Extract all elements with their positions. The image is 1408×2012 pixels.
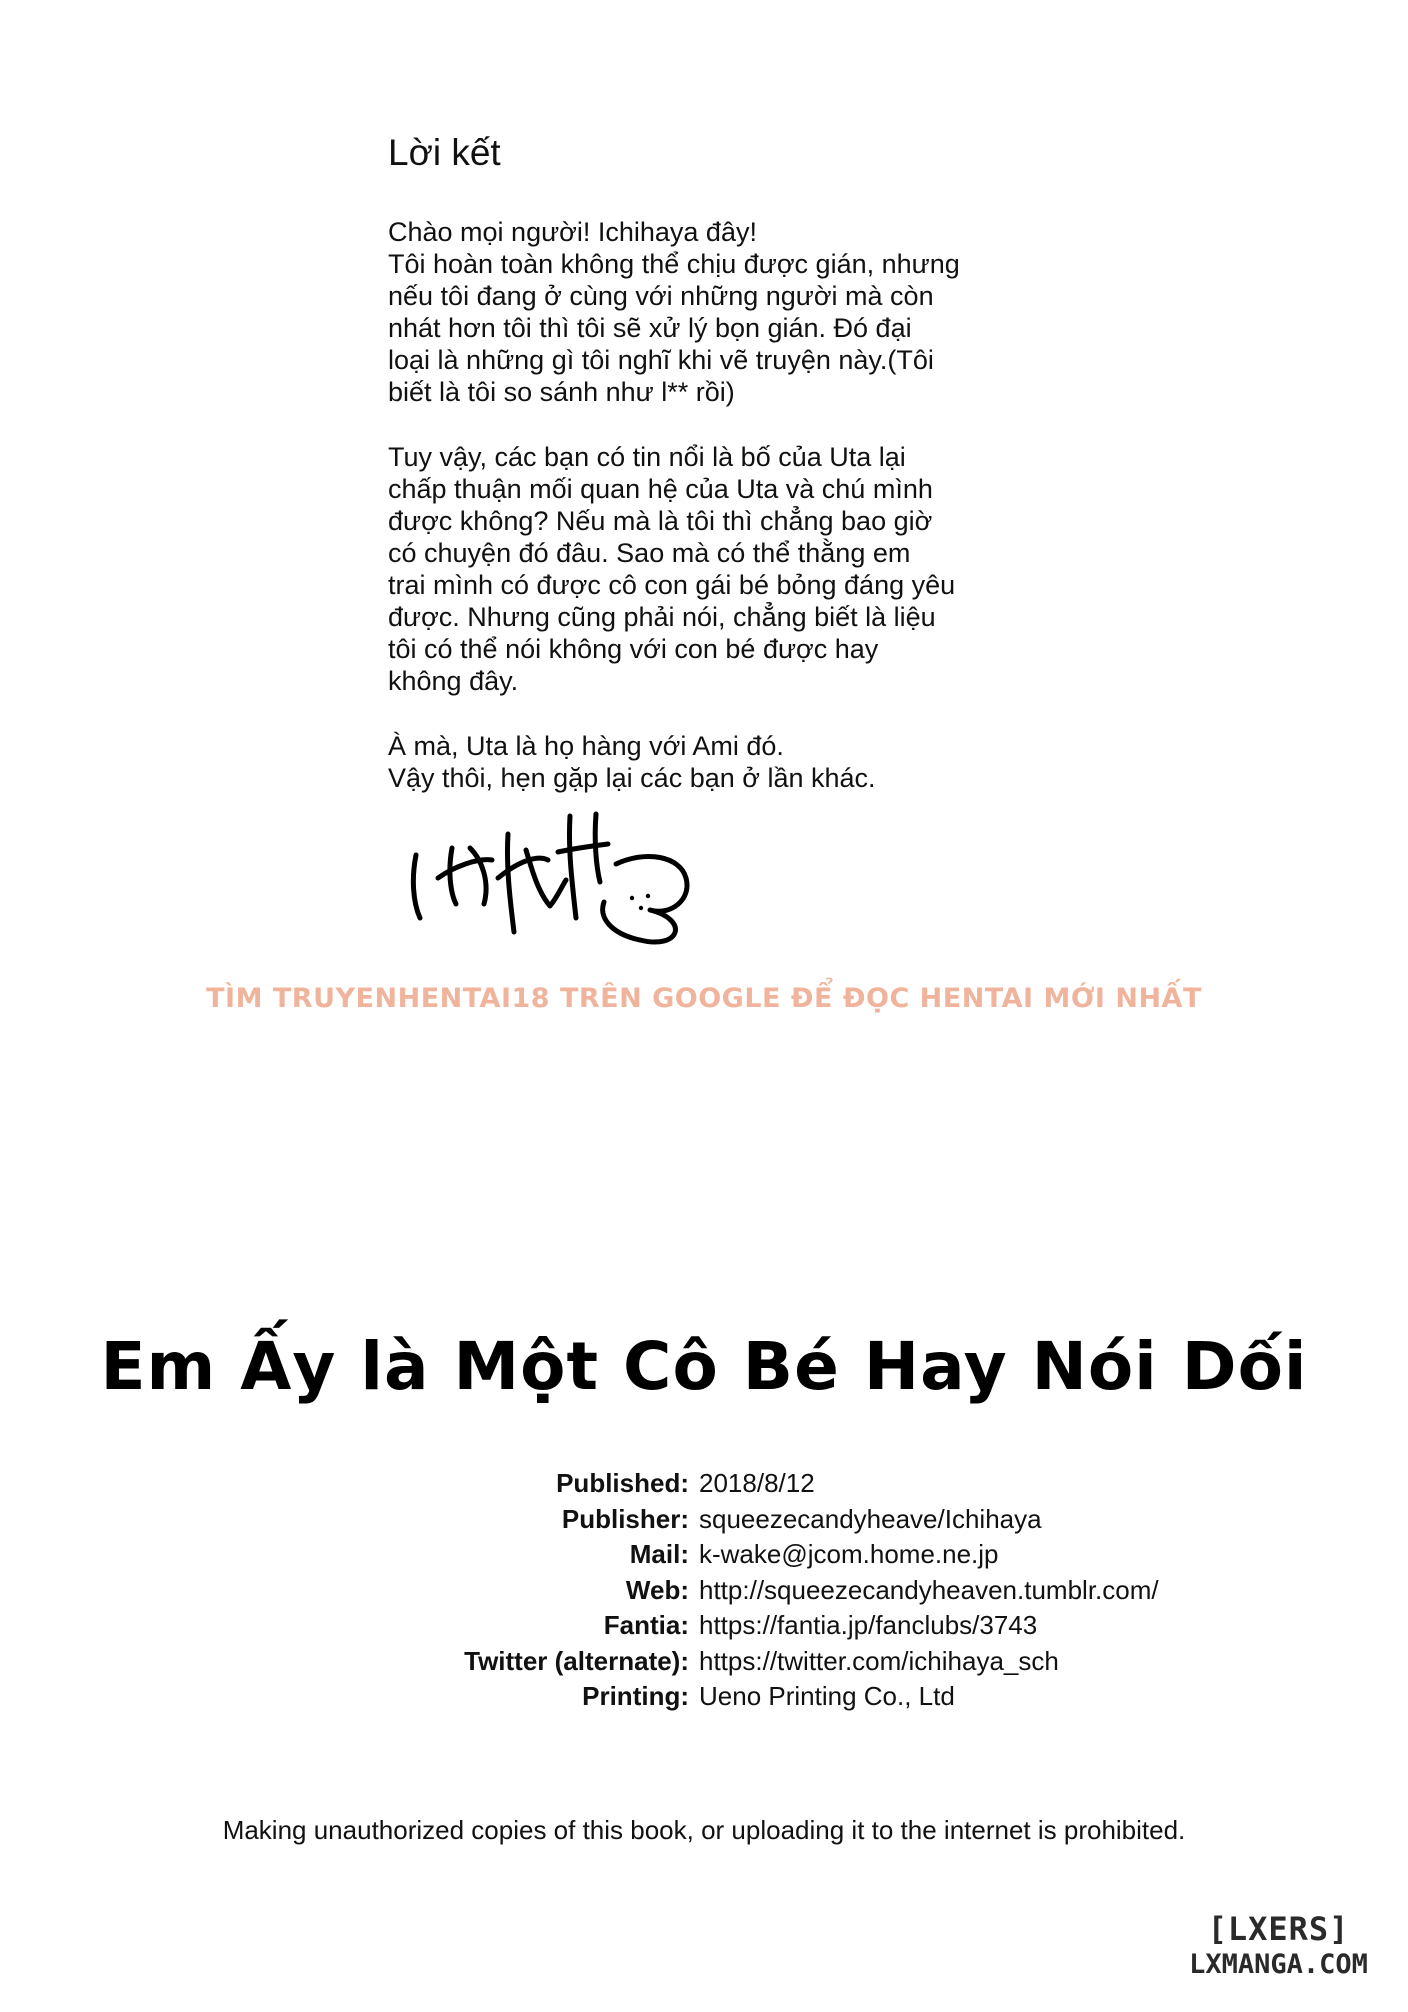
colophon-value: https://twitter.com/ichihaya_sch (699, 1645, 1059, 1676)
colophon-value: http://squeezecandyheaven.tumblr.com/ (699, 1574, 1159, 1605)
text-line: loại là những gì tôi nghĩ khi vẽ truyện này.(Tôi (388, 345, 934, 375)
colophon-value: 2018/8/12 (699, 1468, 815, 1499)
text-line: tôi có thể nói không với con bé được hay (388, 634, 879, 664)
colophon-label: Published: (556, 1468, 689, 1499)
book-title: Em Ấy là Một Cô Bé Hay Nói Dối (100, 1328, 1308, 1405)
colophon-label: Printing: (582, 1681, 689, 1712)
text-line: có chuyện đó đâu. Sao mà có thể thằng em (388, 538, 911, 568)
text-line: Tôi hoàn toàn không thể chịu được gián, nhưng (388, 249, 960, 279)
watermark-text: TÌM TRUYENHENTAI18 TRÊN GOOGLE ĐỂ ĐỌC HENTAI MỚI NHẤT (206, 983, 1202, 1014)
colophon-label: Web: (625, 1574, 689, 1605)
site-logo-line2: LXMANGA.COM (1189, 1949, 1368, 1980)
text-line: Tuy vậy, các bạn có tin nổi là bố của Uta lại (388, 442, 906, 472)
colophon-label: Publisher: (561, 1503, 689, 1534)
text-line: nếu tôi đang ở cùng với những người mà còn (388, 281, 934, 311)
text-line: chấp thuận mối quan hệ của Uta và chú mình (388, 474, 933, 504)
colophon-value: https://fantia.jp/fanclubs/3743 (699, 1610, 1038, 1641)
colophon-row (0, 1573, 1408, 1609)
copyright-notice: Making unauthorized copies of this book, or uploading it to the internet is prohibited. (222, 1815, 1186, 1845)
text-line: biết là tôi so sánh như l** rồi) (388, 377, 735, 407)
colophon-row (0, 1608, 1408, 1644)
site-logo (1171, 1910, 1386, 1982)
colophon-row (0, 1679, 1408, 1715)
afterword-paragraph (388, 441, 1028, 697)
afterword-paragraph (388, 216, 1028, 408)
colophon-row (0, 1466, 1408, 1502)
colophon-label: Fantia: (603, 1610, 689, 1641)
colophon-value: Ueno Printing Co., Ltd (699, 1681, 955, 1712)
colophon-value: squeezecandyheave/Ichihaya (699, 1503, 1042, 1534)
text-line: không đây. (388, 666, 519, 696)
colophon-label: Twitter (alternate): (464, 1645, 689, 1676)
text-line: trai mình có được cô con gái bé bỏng đáng yêu (388, 570, 956, 600)
site-logo-line1: [LXERS] (1207, 1910, 1350, 1948)
signature-icon (400, 800, 705, 945)
colophon (0, 1466, 1408, 1715)
colophon-label: Mail: (629, 1539, 689, 1570)
afterword-paragraph (388, 730, 1028, 794)
colophon-row (0, 1502, 1408, 1538)
text-line: nhát hơn tôi thì tôi sẽ xử lý bọn gián. Đó đại (388, 313, 912, 343)
text-line: À mà, Uta là họ hàng với Ami đó. (388, 731, 784, 761)
colophon-row (0, 1644, 1408, 1680)
text-line: được không? Nếu mà là tôi thì chẳng bao giờ (388, 506, 933, 536)
colophon-value: k-wake@jcom.home.ne.jp (699, 1539, 999, 1570)
text-line: Vậy thôi, hẹn gặp lại các bạn ở lần khác. (388, 763, 876, 793)
colophon-row (0, 1537, 1408, 1573)
afterword-title: Lời kết (388, 132, 501, 173)
text-line: Chào mọi người! Ichihaya đây! (388, 217, 757, 247)
text-line: được. Nhưng cũng phải nói, chẳng biết là liệu (388, 602, 936, 632)
afterword-section (388, 128, 1028, 827)
